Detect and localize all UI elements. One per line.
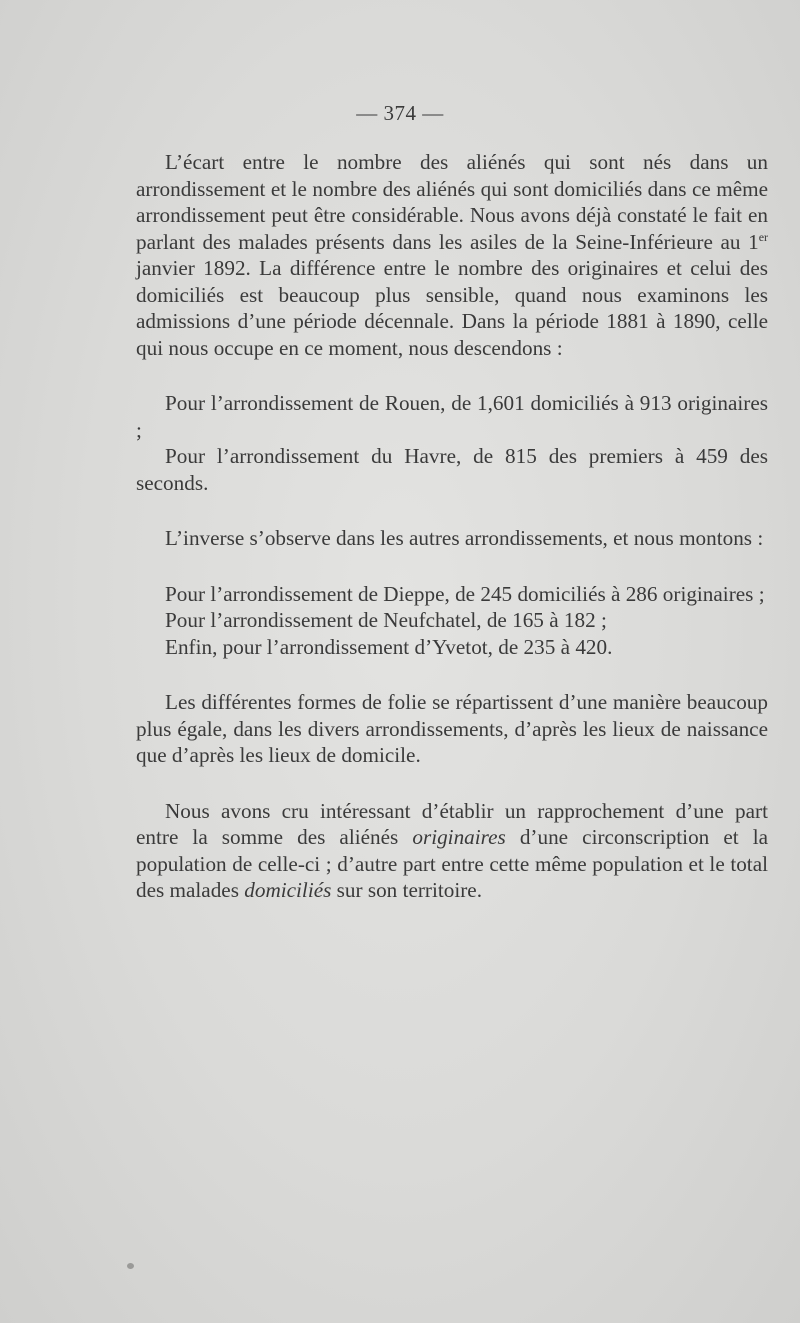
paragraph-intro	[136, 149, 768, 361]
date-day: 1	[748, 229, 759, 254]
paragraph-intro-text: L’écart entre le nombre des aliénés qui sont nés dans un arrondissement et le nombre des aliénés qui sont domiciliés dans ce même arrondissement peut être considérable. Nous avons déjà constaté le fait en parlant des malades présents dans les asiles de la Seine-Inférieure au	[136, 150, 768, 254]
page-number: — 374 —	[356, 101, 444, 125]
paragraph-intro-end: janvier 1892. La différence entre le nombre des originaires et celui des domiciliés est beaucoup plus sensible, quand nous examinons les admissions d’une période décennale. Dans la période 1881 à 1890, celle qui nous occupe en ce moment, nous descendons :	[136, 256, 768, 360]
term-originaires: originaires	[412, 825, 506, 849]
item-havre: Pour l’arrondissement du Havre, de 815 des premiers à 459 des seconds.	[136, 444, 768, 495]
item-dieppe: Pour l’arrondissement de Dieppe, de 245 domiciliés à 286 originaires ;	[165, 581, 765, 606]
term-domicilies: domiciliés	[244, 878, 332, 902]
paragraph-formes: Les différentes formes de folie se répartissent d’une manière beaucoup plus égale, dans les divers arrondissements, d’après les lieux de naissance que d’après les lieux de domicile.	[136, 690, 768, 767]
paragraph-inverse: L’inverse s’observe dans les autres arrondissements, et nous montons :	[165, 526, 764, 550]
item-rouen: Pour l’arrondissement de Rouen, de 1,601 domiciliés à 913 originaires ;	[136, 391, 768, 442]
item-neufchatel: Pour l’arrondissement de Neufchatel, de 165 à 182 ;	[165, 608, 607, 632]
body-text	[136, 149, 768, 904]
rapprochement-text-a: Nous avons cru intéressant d’établir un rapprochement d’une part entre la somme des aliénés	[136, 798, 768, 849]
item-yvetot: Enfin, pour l’arrondissement d’Yvetot, de 235 à 420.	[165, 634, 613, 659]
rapprochement-text-b: d’une circonscription et la population de celle-ci ; d’autre part entre cette même population et le total des malades	[136, 825, 769, 902]
ink-speck	[127, 1263, 134, 1269]
rapprochement-text-c: sur son territoire.	[331, 878, 482, 902]
paragraph-rapprochement	[136, 798, 768, 904]
date-superscript: er	[758, 229, 769, 244]
